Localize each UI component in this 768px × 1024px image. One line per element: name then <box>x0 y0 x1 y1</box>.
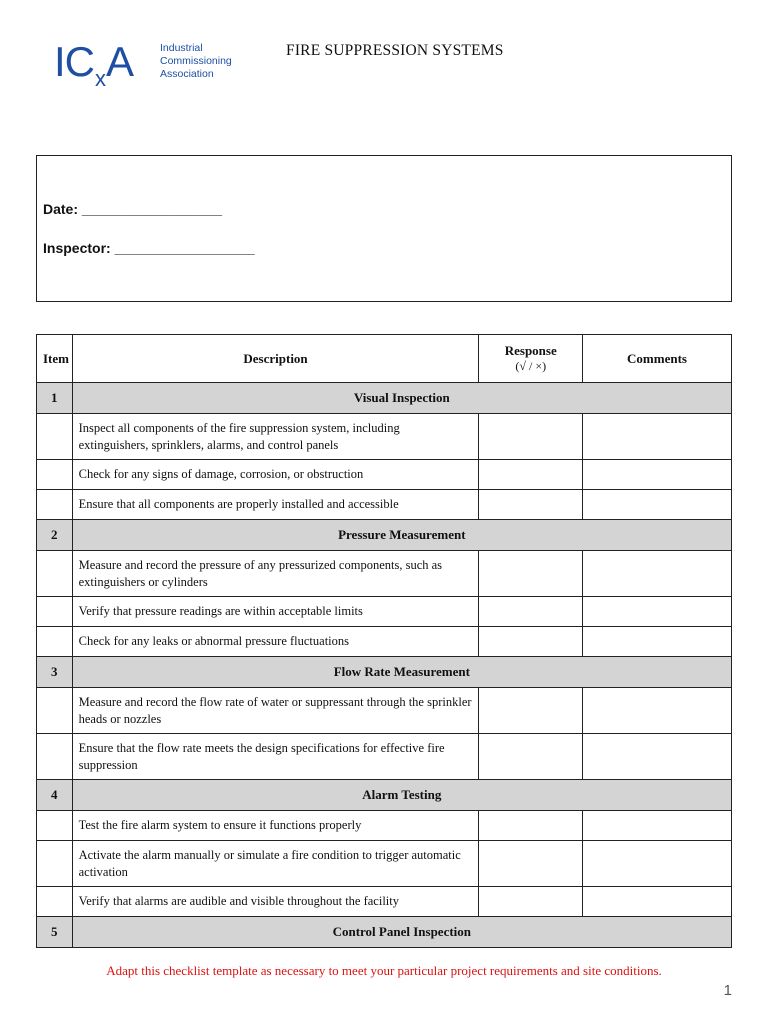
item-cell <box>37 688 73 734</box>
section-title: Pressure Measurement <box>72 520 731 551</box>
comments-cell[interactable] <box>583 688 732 734</box>
section-row <box>37 657 732 688</box>
section-row <box>37 780 732 811</box>
item-description: Test the fire alarm system to ensure it functions properly <box>72 811 479 841</box>
comments-cell[interactable] <box>583 597 732 627</box>
response-cell[interactable] <box>479 734 583 780</box>
item-description: Measure and record the flow rate of water or suppressant through the sprinkler heads or nozzles <box>72 688 479 734</box>
section-title: Visual Inspection <box>72 383 731 414</box>
checklist-item-row <box>37 551 732 597</box>
comments-cell[interactable] <box>583 414 732 460</box>
checklist-item-row <box>37 460 732 490</box>
section-number: 5 <box>37 917 73 948</box>
item-cell <box>37 597 73 627</box>
response-cell[interactable] <box>479 460 583 490</box>
checklist-item-row <box>37 734 732 780</box>
item-description: Verify that pressure readings are within acceptable limits <box>72 597 479 627</box>
checklist-item-row <box>37 688 732 734</box>
response-cell[interactable] <box>479 841 583 887</box>
checklist-item-row <box>37 811 732 841</box>
item-description: Check for any leaks or abnormal pressure fluctuations <box>72 627 479 657</box>
page-number: 1 <box>723 982 732 999</box>
item-description: Measure and record the pressure of any pressurized components, such as extinguishers or cylinders <box>72 551 479 597</box>
response-cell[interactable] <box>479 887 583 917</box>
header-response: Response (√ / ×) <box>479 335 583 383</box>
item-description: Check for any signs of damage, corrosion, or obstruction <box>72 460 479 490</box>
section-row <box>37 917 732 948</box>
header-item: Item <box>37 335 73 383</box>
response-cell[interactable] <box>479 597 583 627</box>
checklist-item-row <box>37 490 732 520</box>
section-title: Flow Rate Measurement <box>72 657 731 688</box>
item-cell <box>37 551 73 597</box>
response-cell[interactable] <box>479 688 583 734</box>
document-title: FIRE SUPPRESSION SYSTEMS <box>286 42 504 59</box>
item-cell <box>37 627 73 657</box>
logo-text: Industrial Commissioning Association <box>160 42 232 80</box>
comments-cell[interactable] <box>583 460 732 490</box>
checklist-item-row <box>37 597 732 627</box>
comments-cell[interactable] <box>583 887 732 917</box>
item-cell <box>37 841 73 887</box>
section-row <box>37 520 732 551</box>
logo-mark: $IC_xA$ <box>54 38 134 91</box>
section-number: 1 <box>37 383 73 414</box>
response-cell[interactable] <box>479 627 583 657</box>
item-cell <box>37 734 73 780</box>
item-cell <box>37 811 73 841</box>
checklist-item-row <box>37 841 732 887</box>
section-number: 3 <box>37 657 73 688</box>
header-description: Description <box>72 335 479 383</box>
icxa-logo <box>48 32 240 94</box>
item-cell <box>37 460 73 490</box>
comments-cell[interactable] <box>583 551 732 597</box>
inspection-info-box <box>36 155 732 302</box>
checklist-item-row <box>37 414 732 460</box>
section-row <box>37 383 732 414</box>
item-description: Verify that alarms are audible and visible throughout the facility <box>72 887 479 917</box>
item-description: Ensure that all components are properly installed and accessible <box>72 490 479 520</box>
checklist-item-row <box>37 627 732 657</box>
comments-cell[interactable] <box>583 734 732 780</box>
response-cell[interactable] <box>479 414 583 460</box>
section-number: 2 <box>37 520 73 551</box>
inspector-field[interactable]: Inspector: __________________ <box>43 240 255 256</box>
header-comments: Comments <box>583 335 732 383</box>
comments-cell[interactable] <box>583 490 732 520</box>
footer-note: Adapt this checklist template as necessary to meet your particular project requirements and site conditions. <box>106 963 662 978</box>
item-description: Inspect all components of the fire suppression system, including extinguishers, sprinklers, alarms, and control panels <box>72 414 479 460</box>
item-cell <box>37 887 73 917</box>
section-title: Alarm Testing <box>72 780 731 811</box>
section-title: Control Panel Inspection <box>72 917 731 948</box>
comments-cell[interactable] <box>583 841 732 887</box>
section-number: 4 <box>37 780 73 811</box>
response-cell[interactable] <box>479 551 583 597</box>
checklist-body <box>37 383 732 948</box>
response-cell[interactable] <box>479 490 583 520</box>
checklist-item-row <box>37 887 732 917</box>
header-row <box>37 335 732 383</box>
item-cell <box>37 490 73 520</box>
comments-cell[interactable] <box>583 627 732 657</box>
comments-cell[interactable] <box>583 811 732 841</box>
item-description: Ensure that the flow rate meets the design specifications for effective fire suppression <box>72 734 479 780</box>
response-cell[interactable] <box>479 811 583 841</box>
item-cell <box>37 414 73 460</box>
item-description: Activate the alarm manually or simulate a fire condition to trigger automatic activation <box>72 841 479 887</box>
checklist-table <box>36 334 732 948</box>
date-field[interactable]: Date: __________________ <box>43 201 223 217</box>
